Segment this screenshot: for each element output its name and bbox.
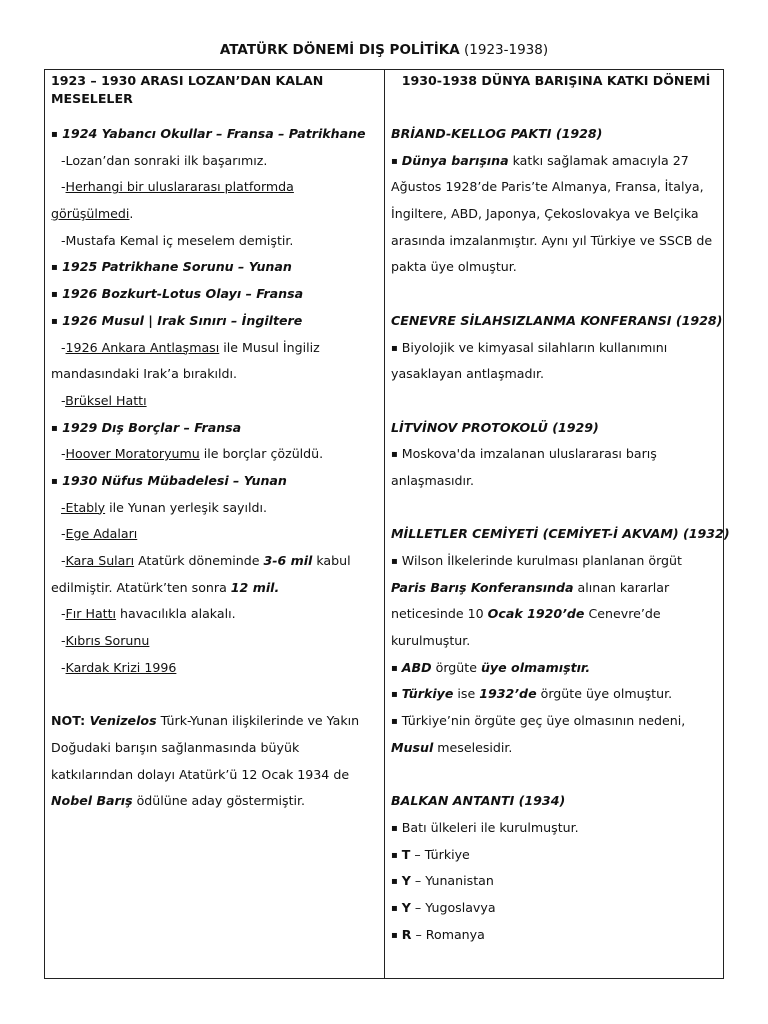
bullet-icon: ▪ bbox=[391, 556, 398, 567]
list-item: -Mustafa Kemal iç meselem demiştir. bbox=[61, 232, 294, 248]
column-divider bbox=[384, 70, 385, 978]
list-item: ▪ Moskova'da imzalanan uluslararası barış bbox=[391, 446, 657, 462]
bullet-icon: ▪ bbox=[391, 662, 398, 674]
list-item: -Etably ile Yunan yerleşik sayıldı. bbox=[61, 499, 267, 515]
section-heading: BALKAN ANTANTI (1934) bbox=[391, 793, 566, 809]
list-item: anlaşmasıdır. bbox=[391, 472, 475, 488]
list-item: ▪ 1925 Patrikhane Sorunu – Yunan bbox=[51, 259, 292, 275]
list-item: -Lozan’dan sonraki ilk başarımız. bbox=[61, 152, 268, 168]
left-column-header: 1923 – 1930 ARASI LOZAN’DAN KALAN MESELELER bbox=[51, 73, 324, 106]
list-item: ▪ 1926 Musul | Irak Sınırı – İngiltere bbox=[51, 312, 303, 328]
list-item: -Ege Adaları bbox=[61, 526, 138, 542]
bullet-icon: ▪ bbox=[391, 155, 398, 167]
bullet-icon: ▪ bbox=[391, 929, 398, 941]
list-item: arasında imzalanmıştır. Aynı yıl Türkiye ve SSCB de bbox=[391, 232, 713, 248]
title-main: ATATÜRK DÖNEMİ DIŞ POLİTİKA bbox=[219, 42, 460, 58]
list-item: -Brüksel Hattı bbox=[61, 392, 147, 408]
page-title bbox=[0, 40, 768, 60]
bullet-icon: ▪ bbox=[391, 342, 398, 354]
list-item: -Fır Hattı havacılıkla alakalı. bbox=[61, 606, 236, 622]
list-item: ▪ Wilson İlkelerinde kurulması planlanan örgüt bbox=[391, 553, 682, 568]
list-item: ▪ Dünya barışına katkı sağlamak amacıyla 27 bbox=[391, 152, 689, 168]
left-column bbox=[51, 121, 381, 815]
bullet-icon: ▪ bbox=[391, 689, 398, 701]
list-item: ▪ Y – Yugoslavya bbox=[391, 899, 496, 915]
note-line: katkılarından dolayı Atatürk’ü 12 Ocak 1934 de bbox=[51, 766, 350, 782]
list-item: neticesinde 10 Ocak 1920’de Cenevre’de bbox=[391, 606, 661, 622]
bullet-icon: ▪ bbox=[391, 822, 398, 834]
bullet-icon: ▪ bbox=[391, 849, 398, 861]
list-item: görüşülmedi. bbox=[51, 206, 134, 222]
note-line: NOT: Venizelos Türk-Yunan ilişkilerinde ve Yakın bbox=[51, 713, 360, 729]
list-item: -Kardak Krizi 1996 bbox=[61, 659, 177, 675]
list-item: ▪ T – Türkiye bbox=[391, 846, 470, 862]
list-item: mandasındaki Irak’a bırakıldı. bbox=[51, 366, 238, 382]
bullet-icon: ▪ bbox=[51, 475, 58, 487]
right-column bbox=[391, 121, 730, 948]
list-item: ▪ 1924 Yabancı Okullar – Fransa – Patrikhane bbox=[51, 126, 366, 141]
bullet-icon: ▪ bbox=[391, 449, 398, 461]
bullet-icon: ▪ bbox=[391, 716, 398, 728]
section-heading: LİTVİNOV PROTOKOLÜ (1929) bbox=[391, 419, 599, 435]
right-column-header: 1930-1938 DÜNYA BARIŞINA KATKI DÖNEMİ bbox=[401, 73, 711, 88]
list-item: ▪ Batı ülkeleri ile kurulmuştur. bbox=[391, 819, 579, 835]
bullet-icon: ▪ bbox=[51, 262, 58, 274]
bullet-icon: ▪ bbox=[51, 422, 58, 434]
list-item: ▪ 1930 Nüfus Mübadelesi – Yunan bbox=[51, 472, 287, 488]
section-heading: MİLLETLER CEMİYETİ (CEMİYET-İ AKVAM) (1932) bbox=[391, 526, 730, 542]
list-item: -1926 Ankara Antlaşması ile Musul İngiliz bbox=[61, 339, 320, 355]
list-item: ▪ R – Romanya bbox=[391, 926, 485, 942]
list-item: ▪ 1926 Bozkurt-Lotus Olayı – Fransa bbox=[51, 286, 304, 302]
list-item: kurulmuştur. bbox=[391, 633, 471, 649]
list-item: ▪ Biyolojik ve kimyasal silahların kullanımını bbox=[391, 339, 668, 355]
bullet-icon: ▪ bbox=[391, 876, 398, 888]
note-line: Doğudaki barışın sağlanmasında büyük bbox=[51, 739, 300, 755]
section-heading: CENEVRE SİLAHSIZLANMA KONFERANSI (1928) bbox=[391, 312, 723, 328]
list-item: ▪ Y – Yunanistan bbox=[391, 873, 494, 889]
bullet-icon: ▪ bbox=[51, 129, 58, 140]
content-table bbox=[44, 69, 730, 979]
list-item: pakta üye olmuştur. bbox=[391, 259, 517, 275]
list-item: Musul meselesidir. bbox=[391, 739, 513, 755]
section-heading: BRİAND-KELLOG PAKTI (1928) bbox=[391, 126, 603, 141]
list-item: -Herhangi bir uluslararası platformda bbox=[61, 179, 294, 195]
list-item: -Kara Suları Atatürk döneminde 3-6 mil kabul bbox=[61, 553, 351, 568]
list-item: Paris Barış Konferansında alınan kararlar bbox=[391, 579, 670, 595]
list-item: Ağustos 1928’de Paris’te Almanya, Fransa, İtalya, bbox=[391, 179, 704, 195]
list-item: -Hoover Moratoryumu ile borçlar çözüldü. bbox=[61, 446, 324, 462]
list-item: edilmiştir. Atatürk’ten sonra 12 mil. bbox=[51, 579, 280, 595]
title-years: (1923-1938) bbox=[464, 42, 549, 58]
list-item: ▪ Türkiye’nin örgüte geç üye olmasının nedeni, bbox=[391, 713, 686, 729]
list-item: -Kıbrıs Sorunu bbox=[61, 633, 150, 649]
note-line: Nobel Barış ödülüne aday göstermiştir. bbox=[51, 793, 306, 809]
list-item: ▪ Türkiye ise 1932’de örgüte üye olmuştur. bbox=[391, 686, 673, 702]
list-item: ▪ 1929 Dış Borçlar – Fransa bbox=[51, 419, 242, 435]
bullet-icon: ▪ bbox=[391, 902, 398, 914]
bullet-icon: ▪ bbox=[51, 315, 58, 327]
bullet-icon: ▪ bbox=[51, 289, 58, 301]
list-item: İngiltere, ABD, Japonya, Çekoslovakya ve Belçika bbox=[391, 206, 699, 222]
list-item: yasaklayan antlaşmadır. bbox=[391, 366, 545, 382]
list-item: ▪ ABD örgüte üye olmamıştır. bbox=[391, 659, 591, 675]
